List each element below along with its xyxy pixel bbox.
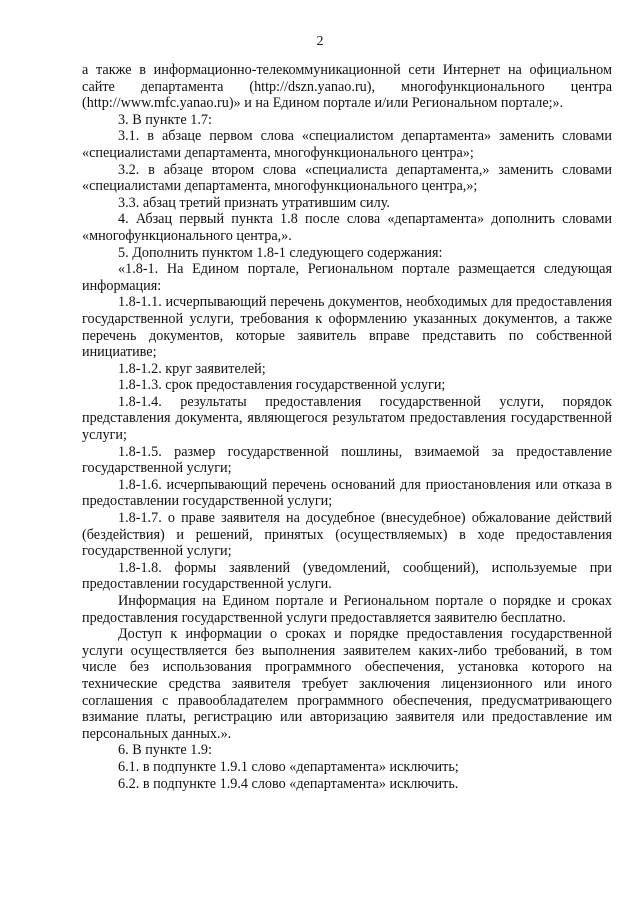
paragraph-item-1-8-1-4: 1.8-1.4. результаты предоставления государственной услуги, порядок представления документа, являющегося результатом предоставления государственной услуги; [82,393,612,444]
paragraph-item-3-3: 3.3. абзац третий признать утратившим силу. [118,194,390,211]
document-body [82,62,612,792]
paragraph-item-1-8-1-3: 1.8-1.3. срок предоставления государственной услуги; [118,377,446,394]
paragraph-item-6: 6. В пункте 1.9: [118,742,212,759]
paragraph-item-3-1: 3.1. в абзаце первом слова «специалистом департамента» заменить словами «специалистами департамента, многофункционального центра»; [82,128,612,161]
paragraph-item-4: 4. Абзац первый пункта 1.8 после слова «департамента» дополнить словами «многофункционального центра,». [82,211,612,244]
paragraph-item-1-8-1-2: 1.8-1.2. круг заявителей; [118,360,266,377]
page-number: 2 [316,34,324,49]
paragraph-item-1-8-1-5: 1.8-1.5. размер государственной пошлины, взимаемой за предоставление государственной услуги; [82,443,612,477]
paragraph-item-1-8-1-6: 1.8-1.6. исчерпывающий перечень оснований для приостановления или отказа в предоставлении государственной услуги; [82,476,612,510]
paragraph-item-3: 3. В пункте 1.7: [118,111,212,128]
paragraph-item-1-8-1-1: 1.8-1.1. исчерпывающий перечень документов, необходимых для предоставления государственной услуги, требования к оформлению указанных документов, а также перечень документов, которые заявитель вправе представить по собственной инициативе; [82,294,612,361]
paragraph-item-1-8-1: «1.8-1. На Едином портале, Региональном портале размещается следующая информация: [82,261,612,294]
paragraph-continuation: а также в информационно-телекоммуникационной сети Интернет на официальном сайте департамента (http://dszn.yanao.ru), многофункционального центра (http://www.mfc.yanao.ru)» и на Едином портале и/или Региональном портале;». [82,62,612,112]
paragraph-info-access: Доступ к информации о сроках и порядке предоставления государственной услуги осуществляется без выполнения заявителем каких-либо требований, в том числе без использования программного обеспечения, установка которого на технические средства заявителя требует заключения лицензионного или иного соглашения с правообладателем программного обеспечения, предусматривающего взимание платы, регистрацию или авторизацию заявителя или предоставление им персональных данных.». [82,626,612,742]
paragraph-item-1-8-1-8: 1.8-1.8. формы заявлений (уведомлений, сообщений), используемые при предоставлении государственной услуги. [82,559,612,593]
paragraph-item-1-8-1-7: 1.8-1.7. о праве заявителя на досудебное (внесудебное) обжалование действий (бездействия) и решений, принятых (осуществляемых) в ходе предоставления государственной услуги; [82,510,612,560]
paragraph-item-5: 5. Дополнить пунктом 1.8-1 следующего содержания: [118,244,443,261]
paragraph-item-6-2: 6.2. в подпункте 1.9.4 слово «департамента» исключить. [118,775,459,792]
paragraph-info-free: Информация на Едином портале и Региональном портале о порядке и сроках предоставления государственной услуги предоставляется заявителю бесплатно. [82,593,612,626]
paragraph-item-6-1: 6.1. в подпункте 1.9.1 слово «департамента» исключить; [118,758,459,775]
paragraph-item-3-2: 3.2. в абзаце втором слова «специалиста департамента,» заменить словами «специалистами департамента, многофункционального центра,»; [82,161,612,195]
